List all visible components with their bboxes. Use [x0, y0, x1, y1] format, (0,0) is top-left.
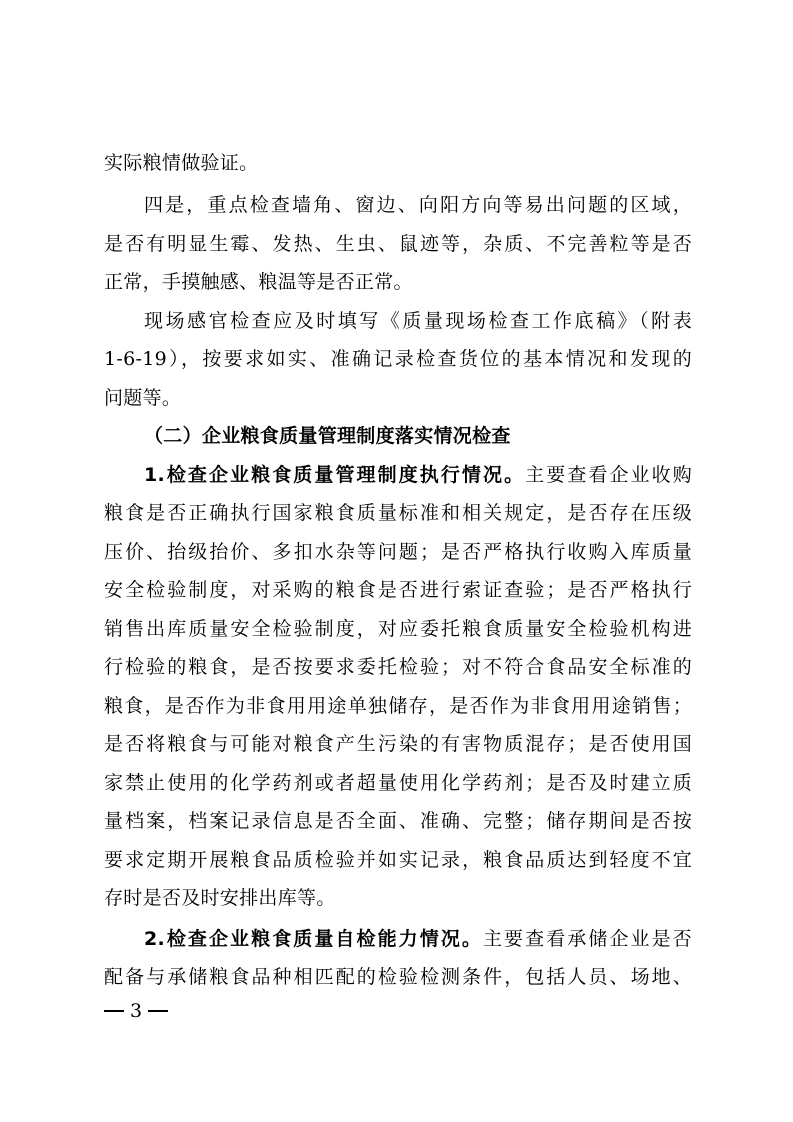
page-footer: [104, 996, 168, 1026]
text-line-13: 销售出库质量安全检验制度，对应委托粮食质量安全检验机构进: [104, 618, 692, 640]
text-line-22: 配备与承储粮食品种相匹配的检验检测条件，包括人员、场地、: [104, 966, 692, 988]
text-line-11: 压价、抬级抬价、多扣水杂等问题；是否严格执行收购入库质量: [104, 541, 692, 563]
text-line-19: 要求定期开展粮食品质检验并如实记录，粮食品质达到轻度不宜: [104, 849, 692, 871]
text-line-20: 存时是否及时安排出库等。: [104, 887, 336, 909]
text-line-16: 是否将粮食与可能对粮食产生污染的有害物质混存；是否使用国: [104, 733, 692, 755]
text-line-18: 量档案，档案记录信息是否全面、准确、完整；储存期间是否按: [104, 810, 692, 832]
text-line-9: [144, 457, 692, 493]
text-line-9-rest: 主要查看企业收购: [525, 464, 693, 486]
text-line-4: 正常，手摸触感、粮温等是否正常。: [104, 271, 413, 293]
text-line-3: 是否有明显生霉、发热、生虫、鼠迹等，杂质、不完善粒等是否: [104, 233, 692, 255]
text-line-7: 问题等。: [104, 387, 182, 409]
section-heading: （二）企业粮食质量管理制度落实情况检查: [144, 425, 511, 447]
text-line-6: 1-6-19），按要求如实、准确记录检查货位的基本情况和发现的: [104, 348, 692, 370]
text-line-21: [144, 921, 692, 957]
footer-dash-left: [104, 1010, 124, 1012]
text-line-14: 行检验的粮食，是否按要求委托检验；对不符合食品安全标准的: [104, 656, 692, 678]
subheading-2: 2.检查企业粮食质量自检能力情况。: [144, 928, 483, 950]
text-line-15: 粮食，是否作为非食用用途单独储存，是否作为非食用用途销售；: [104, 695, 692, 717]
text-line-17: 家禁止使用的化学药剂或者超量使用化学药剂；是否及时建立质: [104, 772, 692, 794]
subheading-1: 1.检查企业粮食质量管理制度执行情况。: [144, 464, 526, 486]
footer-dash-right: [148, 1010, 168, 1012]
text-line-1: 实际粮情做验证。: [104, 152, 259, 174]
text-line-5: 现场感官检查应及时填写《质量现场检查工作底稿》（附表: [144, 310, 692, 332]
text-line-12: 安全检验制度，对采购的粮食是否进行索证查验；是否严格执行: [104, 579, 692, 601]
text-line-2: 四是，重点检查墙角、窗边、向阳方向等易出问题的区域，: [144, 194, 692, 216]
text-line-10: 粮食是否正确执行国家粮食质量标准和相关规定，是否存在压级: [104, 502, 692, 524]
text-line-21-rest: 主要查看承储企业是否: [482, 928, 692, 950]
page-number: 3: [130, 1000, 143, 1022]
